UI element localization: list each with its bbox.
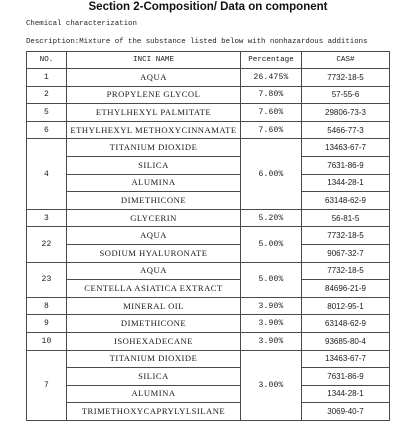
- table-row: [27, 156, 390, 174]
- description: Description:Mixture of the substance listed below with nonhazardous additions: [26, 38, 368, 46]
- cell-no: 3: [27, 209, 67, 227]
- cell-no: 2: [27, 86, 67, 104]
- cell-cas: 93685-80-4: [302, 332, 390, 350]
- table-row: [27, 139, 390, 157]
- table-row: [27, 403, 390, 421]
- cell-inci-name: AQUA: [67, 262, 241, 280]
- cell-no: 9: [27, 315, 67, 333]
- cell-inci-name: SILICA: [67, 368, 241, 386]
- cell-percentage: 7.80%: [241, 86, 302, 104]
- cell-no: 8: [27, 297, 67, 315]
- cell-cas: 8012-95-1: [302, 297, 390, 315]
- cell-inci-name: ISOHEXADECANE: [67, 332, 241, 350]
- cell-cas: 7732-18-5: [302, 262, 390, 280]
- table-row: [27, 368, 390, 386]
- table-row: [27, 192, 390, 210]
- cell-percentage: 5.00%: [241, 227, 302, 262]
- table-row: [27, 297, 390, 315]
- cell-inci-name: AQUA: [67, 227, 241, 245]
- cell-cas: 7631-86-9: [302, 156, 390, 174]
- cell-cas: 9067-32-7: [302, 244, 390, 262]
- table-row: [27, 227, 390, 245]
- table-row: [27, 244, 390, 262]
- column-header-cas: CAS#: [302, 52, 390, 69]
- cell-inci-name: SODIUM HYALURONATE: [67, 244, 241, 262]
- cell-cas: 3069-40-7: [302, 403, 390, 421]
- table-row: [27, 104, 390, 122]
- table-row: [27, 350, 390, 368]
- cell-no: 23: [27, 262, 67, 297]
- cell-inci-name: TRIMETHOXYCAPRYLYLSILANE: [67, 403, 241, 421]
- cell-inci-name: ETHYLHEXYL PALMITATE: [67, 104, 241, 122]
- subtitle: Chemical characterization: [26, 20, 137, 28]
- cell-no: 4: [27, 139, 67, 209]
- cell-percentage: 7.60%: [241, 121, 302, 139]
- cell-no: 22: [27, 227, 67, 262]
- cell-percentage: 26.475%: [241, 69, 302, 87]
- column-header-no: NO.: [27, 52, 67, 69]
- cell-no: 6: [27, 121, 67, 139]
- table-row: [27, 209, 390, 227]
- cell-cas: 1344-28-1: [302, 385, 390, 403]
- cell-percentage: 3.90%: [241, 332, 302, 350]
- cell-cas: 84696-21-9: [302, 280, 390, 298]
- cell-cas: 7732-18-5: [302, 69, 390, 87]
- cell-cas: 1344-28-1: [302, 174, 390, 192]
- column-header-inci-name: INCI NAME: [67, 52, 241, 69]
- cell-percentage: 3.90%: [241, 297, 302, 315]
- cell-no: 5: [27, 104, 67, 122]
- column-header-percentage: Percentage: [241, 52, 302, 69]
- cell-cas: 29806-73-3: [302, 104, 390, 122]
- cell-cas: 13463-67-7: [302, 139, 390, 157]
- cell-inci-name: ALUMINA: [67, 385, 241, 403]
- cell-inci-name: PROPYLENE GLYCOL: [67, 86, 241, 104]
- cell-inci-name: TITANIUM DIOXIDE: [67, 139, 241, 157]
- cell-inci-name: MINERAL OIL: [67, 297, 241, 315]
- table-body: [27, 69, 390, 421]
- cell-percentage: 6.00%: [241, 139, 302, 209]
- cell-cas: 56-81-5: [302, 209, 390, 227]
- cell-percentage: 5.00%: [241, 262, 302, 297]
- cell-percentage: 3.90%: [241, 315, 302, 333]
- cell-cas: 63148-62-9: [302, 192, 390, 210]
- cell-inci-name: SILICA: [67, 156, 241, 174]
- cell-no: 1: [27, 69, 67, 87]
- cell-cas: 5466-77-3: [302, 121, 390, 139]
- table-header-row: [27, 52, 390, 69]
- table-row: [27, 332, 390, 350]
- cell-inci-name: ALUMINA: [67, 174, 241, 192]
- table-row: [27, 385, 390, 403]
- cell-no: 7: [27, 350, 67, 420]
- table-row: [27, 86, 390, 104]
- cell-inci-name: CENTELLA ASIATICA EXTRACT: [67, 280, 241, 298]
- cell-inci-name: GLYCERIN: [67, 209, 241, 227]
- cell-inci-name: DIMETHICONE: [67, 192, 241, 210]
- table-row: [27, 69, 390, 87]
- cell-inci-name: DIMETHICONE: [67, 315, 241, 333]
- cell-cas: 7631-86-9: [302, 368, 390, 386]
- cell-inci-name: TITANIUM DIOXIDE: [67, 350, 241, 368]
- table-row: [27, 280, 390, 298]
- cell-percentage: 3.00%: [241, 350, 302, 420]
- composition-table: [26, 51, 390, 421]
- cell-percentage: 7.60%: [241, 104, 302, 122]
- cell-no: 10: [27, 332, 67, 350]
- table-row: [27, 121, 390, 139]
- cell-inci-name: AQUA: [67, 69, 241, 87]
- table-row: [27, 174, 390, 192]
- section-title: Section 2-Composition/ Data on component: [88, 1, 328, 13]
- table-row: [27, 262, 390, 280]
- table-row: [27, 315, 390, 333]
- cell-percentage: 5.20%: [241, 209, 302, 227]
- cell-cas: 7732-18-5: [302, 227, 390, 245]
- cell-cas: 13463-67-7: [302, 350, 390, 368]
- cell-cas: 63148-62-9: [302, 315, 390, 333]
- cell-cas: 57-55-6: [302, 86, 390, 104]
- cell-inci-name: ETHYLHEXYL METHOXYCINNAMATE: [67, 121, 241, 139]
